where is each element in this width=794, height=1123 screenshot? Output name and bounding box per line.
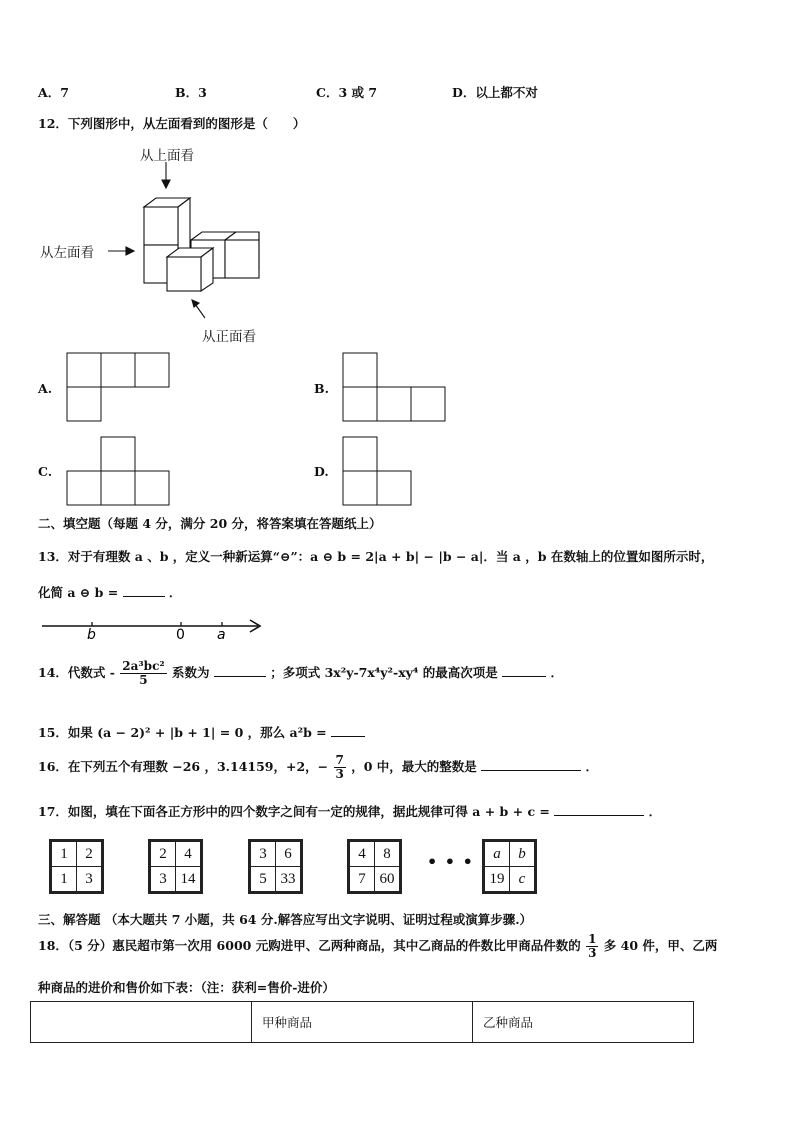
grid-cell: 60 [375,867,401,893]
number-grid-1 [49,839,104,894]
option-d-label: D. [314,464,329,479]
answer-blank-15[interactable] [331,724,365,737]
grid-cell: b [510,841,536,867]
answer-blank-17[interactable] [554,803,644,816]
question-14-prefix: 14．代数式 - [38,665,115,681]
question-13-tail: ． [168,585,182,600]
question-18-line1 [38,933,717,960]
question-15 [38,723,365,741]
grid-cell: 33 [276,867,302,893]
question-13-line2 [38,583,181,601]
ellipsis-dots: • • • [427,852,474,871]
table-header-cell [31,1002,252,1043]
grid-cell: 1 [51,867,77,893]
question-12-stem: 12．下列图形中，从左面看到的图形是（ ） [38,116,306,131]
question-15-text: 15．如果 (a − 2)² + |b + 1| = 0 ，那么 a²b = [38,725,327,740]
answer-blank-14a[interactable] [214,664,266,677]
grid-cell: 3 [77,867,103,893]
option-a-label: A. [38,381,53,396]
section-3-heading: 三、解答题 （本大题共 7 小题，共 64 分.解答应写出文字说明、证明过程或演算步骤.） [38,912,533,927]
question-17-text: 17．如图，填在下面各正方形中的四个数字之间有一定的规律，据此规律可得 a + b + c = [38,804,550,819]
fraction-16-denominator: 3 [335,767,344,782]
option-d-figure [342,436,414,508]
view-label-left: 从左面看 [40,245,94,261]
question-14-tail: ． [550,665,563,681]
table-row [31,1002,694,1043]
option-b-figure [342,352,446,424]
grid-cell: 7 [349,867,375,893]
question-18-prefix: 18．（5 分）惠民超市第一次用 6000 元购进甲、乙两种商品，其中乙商品的件数比甲商品件数的 [38,938,581,954]
fraction-18-numerator: 1 [588,932,597,946]
cube-stack-figure [0,0,794,360]
grid-cell: 5 [250,867,276,893]
number-grid-4 [347,839,402,894]
answer-blank-16[interactable] [481,758,581,771]
grid-cell: 3 [150,867,176,893]
axis-label-b: b [87,627,96,642]
price-table [30,1001,694,1043]
option-d: D．以上都不对 [452,85,538,100]
option-b-label: B. [314,381,329,396]
section-2-heading: 二、填空题（每题 4 分，满分 20 分，将答案填在答题纸上） [38,516,382,531]
table-header-cell: 乙种商品 [473,1002,694,1043]
question-14 [38,660,563,687]
fraction-14-denominator: 5 [139,673,148,688]
axis-label-zero: 0 [176,627,185,642]
fraction-16 [334,754,346,781]
grid-cell: 2 [150,841,176,867]
number-grid-3 [248,839,303,894]
grid-cell: a [484,841,510,867]
question-17-tail: ． [648,804,662,819]
question-16-prefix: 16．在下列五个有理数 −26 ，3.14159，+2，− [38,759,329,775]
question-16 [38,754,598,781]
question-13-line1: 13．对于有理数 a 、b ，定义一种新运算“⊖”：a ⊖ b = 2|a + b| − |b − a|．当 a ，b 在数轴上的位置如图所示时， [38,549,714,564]
question-13-prompt: 化简 a ⊖ b = [38,585,119,600]
question-16-tail: ． [585,759,599,775]
grid-cell: c [510,867,536,893]
answer-blank-13[interactable] [123,584,165,597]
number-line [40,614,266,642]
fraction-14-numerator: 2a³bc² [122,659,165,673]
option-a: A．7 [38,85,69,100]
option-a-figure [66,352,170,424]
axis-label-a: a [217,627,226,642]
option-c-label: C. [38,464,53,479]
view-label-top: 从上面看 [140,148,194,164]
grid-cell: 3 [250,841,276,867]
question-14-sep: ；多项式 3x²y-7x⁴y²-xy⁴ 的最高次项是 [270,665,498,681]
answer-blank-14b[interactable] [502,664,546,677]
grid-cell: 8 [375,841,401,867]
question-18-line2: 种商品的进价和售价如下表：（注：获利=售价-进价） [38,980,335,995]
fraction-14 [120,660,166,687]
option-c-figure [66,436,170,508]
number-grid-5 [482,839,537,894]
grid-cell: 6 [276,841,302,867]
table-header-cell: 甲种商品 [252,1002,473,1043]
fraction-18 [586,933,598,960]
grid-cell: 4 [349,841,375,867]
grid-cell: 4 [176,841,202,867]
view-label-front: 从正面看 [202,329,256,345]
fraction-16-numerator: 7 [335,753,344,767]
grid-cell: 2 [77,841,103,867]
grid-cell: 1 [51,841,77,867]
grid-cell: 19 [484,867,510,893]
question-17 [38,802,661,820]
grid-cell: 14 [176,867,202,893]
question-18-mid: 多 40 件，甲、乙两 [603,938,718,954]
option-c: C．3 或 7 [316,85,378,100]
fraction-18-denominator: 3 [588,946,597,961]
question-14-mid: 系数为 [172,665,210,681]
question-16-mid: ，0 中，最大的整数是 [351,759,477,775]
number-grid-2 [148,839,203,894]
option-b: B．3 [175,85,207,100]
